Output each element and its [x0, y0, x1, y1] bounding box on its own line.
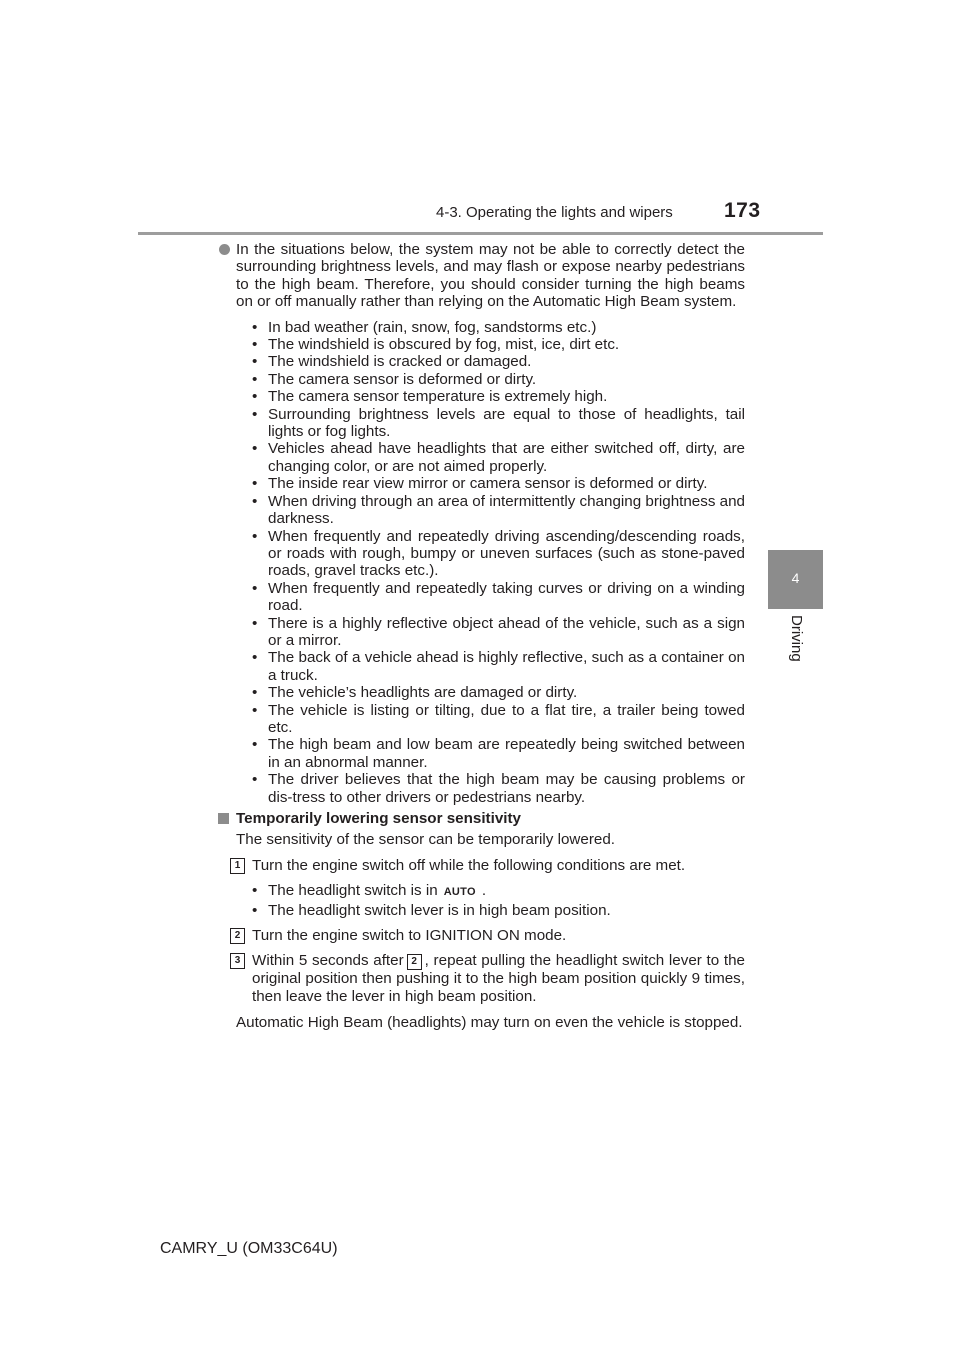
- list-item: • The windshield is cracked or damaged.: [252, 353, 745, 370]
- step-text: Turn the engine switch to IGNITION ON mode.: [252, 927, 567, 945]
- step-2: [216, 927, 745, 944]
- intro-paragraph: [216, 241, 745, 311]
- header-divider: [138, 232, 823, 235]
- step-text: Turn the engine switch off while the following conditions are met.: [252, 856, 686, 874]
- list-item: • Surrounding brightness levels are equal to those of headlights, tail lights or fog lights.: [252, 406, 745, 441]
- step-3: [216, 952, 745, 1005]
- square-bullet-icon: [218, 813, 229, 824]
- list-item: • When frequently and repeatedly driving ascending/descending roads, or roads with rough, bumpy or uneven surfaces (such as stone-paved roads, gravel tracks etc.).: [252, 528, 745, 580]
- list-item: • The camera sensor is deformed or dirty.: [252, 371, 745, 388]
- step-text-before: Within 5 seconds after: [252, 952, 404, 970]
- list-item: • The vehicle’s headlights are damaged or dirty.: [252, 684, 745, 701]
- step-text-after: , repeat pulling the headlight switch lever to the original position then pushing it to the high beam position quickly 9 times, then leave the lever in high beam position.: [252, 952, 745, 1005]
- circle-bullet-icon: [219, 244, 230, 255]
- list-item: • The high beam and low beam are repeatedly being switched between in an abnormal manner.: [252, 736, 745, 771]
- main-content: [216, 241, 745, 1032]
- list-item: • There is a highly reflective object ahead of the vehicle, such as a sign or a mirror.: [252, 615, 745, 650]
- list-item: • When driving through an area of intermittently changing brightness and darkness.: [252, 493, 745, 528]
- section-title: 4-3. Operating the lights and wipers: [436, 204, 673, 221]
- list-item: • The windshield is obscured by fog, mist, ice, dirt etc.: [252, 336, 745, 353]
- footer-model-code: CAMRY_U (OM33C64U): [160, 1240, 338, 1257]
- list-item: • The headlight switch lever is in high beam position.: [252, 902, 745, 919]
- chapter-name: Driving: [788, 615, 805, 662]
- switch-text-prefix: The headlight switch is in: [268, 882, 438, 900]
- page-number: 173: [724, 199, 761, 222]
- condition-list: [216, 319, 745, 806]
- list-item: • The inside rear view mirror or camera sensor is deformed or dirty.: [252, 475, 745, 492]
- chapter-number: 4: [791, 570, 800, 586]
- list-item: • The back of a vehicle ahead is highly reflective, such as a container on a truck.: [252, 649, 745, 684]
- list-item: [252, 882, 745, 901]
- step-number-badge: 2: [230, 928, 245, 944]
- step-number-badge: 1: [230, 858, 245, 874]
- section-heading: [216, 810, 745, 827]
- list-item: • In bad weather (rain, snow, fog, sandstorms etc.): [252, 319, 745, 336]
- auto-symbol-icon: AUTO: [443, 886, 476, 899]
- step-reference-badge: 2: [407, 954, 422, 970]
- list-item: • The driver believes that the high beam may be causing problems or dis-tress to other drivers or pedestrians nearby.: [252, 771, 745, 806]
- step-1: [216, 857, 745, 874]
- intro-text: In the situations below, the system may not be able to correctly detect the surrounding brightness levels, and may flash or expose nearby pedestrians to the high beam. Therefore, you should consider turning the high beams on or off manually rather than relying on the Automatic High Beam system.: [236, 241, 745, 311]
- list-item: • Vehicles ahead have headlights that are either switched off, dirty, are changing color, or are not aimed properly.: [252, 440, 745, 475]
- list-item: • When frequently and repeatedly taking curves or driving on a winding road.: [252, 580, 745, 615]
- step-number-badge: 3: [230, 953, 245, 969]
- section-intro: The sensitivity of the sensor can be temporarily lowered.: [236, 831, 616, 849]
- section-heading-text: Temporarily lowering sensor sensitivity: [236, 810, 521, 827]
- list-item: • The vehicle is listing or tilting, due to a flat tire, a trailer being towed etc.: [252, 702, 745, 737]
- list-item: • The camera sensor temperature is extremely high.: [252, 388, 745, 405]
- switch-text-suffix: .: [481, 882, 487, 900]
- step-1-conditions: [216, 882, 745, 919]
- footnote: Automatic High Beam (headlights) may turn on even the vehicle is stopped.: [236, 1014, 743, 1032]
